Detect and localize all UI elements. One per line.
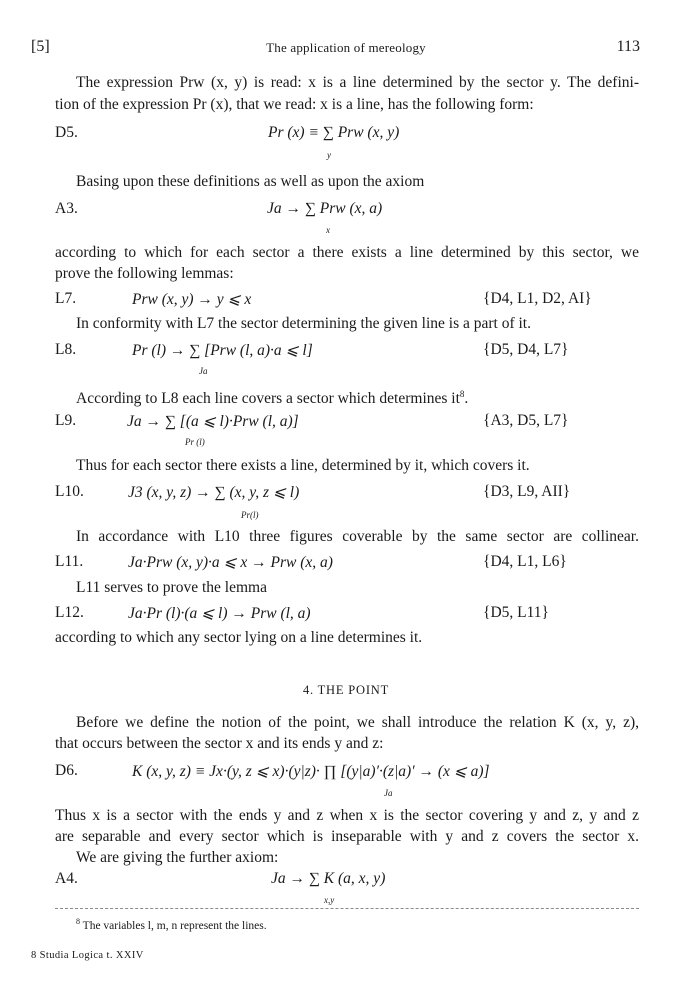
lemma-reference: {D5, D4, L7}: [483, 341, 569, 358]
definition-formula: K (x, y, z) ≡ Jx·(y, z ⩽ x)·(y|z)· ∏ [(y|a)′·(z|a)′ → (x ⩽ a)]: [132, 763, 490, 780]
paragraph-line: Basing upon these definitions as well as upon the axiom: [76, 173, 425, 190]
paragraph-line: In accordance with L10 three figures coverable by the same sector are collinear.: [76, 528, 639, 545]
paragraph-line: Before we define the notion of the point, we shall introduce the relation K (x, y, z),: [76, 714, 639, 731]
footnote-number: 8: [76, 917, 80, 926]
lemma-reference: {A3, D5, L7}: [483, 412, 569, 429]
axiom-formula: Ja → ∑ K (a, x, y): [271, 870, 386, 887]
lemma-reference: {D4, L1, L6}: [483, 553, 567, 570]
paragraph-line: Thus for each sector there exists a line, determined by it, which covers it.: [76, 457, 530, 474]
summation-subscript: Pr(l): [241, 510, 259, 520]
footnote-mark: 8: [459, 389, 465, 399]
lemma-formula: Ja → ∑ [(a ⩽ l)·Prw (l, a)]: [127, 413, 299, 430]
axiom-label: A4.: [55, 870, 78, 887]
paragraph-line: In conformity with L7 the sector determining the given line is a part of it.: [76, 315, 531, 332]
lemma-reference: {D3, L9, AII}: [483, 483, 571, 500]
footnote: [76, 917, 267, 932]
footnote-text: The variables l, m, n represent the lines.: [82, 919, 267, 932]
section-number: [5]: [31, 38, 50, 55]
summation-subscript: x,y: [324, 895, 335, 905]
paragraph-line: are separable and every sector which is inseparable with y and z covers the sector x.: [55, 828, 639, 845]
summation-subscript: Pr (l): [185, 437, 205, 447]
axiom-formula: Ja → ∑ Prw (x, a): [267, 200, 383, 217]
paragraph-line: according to which for each sector a there exists a line determined by this sector, we: [55, 244, 639, 261]
paragraph-line: We are giving the further axiom:: [76, 849, 279, 866]
lemma-formula: Ja·Pr (l)·(a ⩽ l) → Prw (l, a): [128, 605, 311, 622]
running-title: The application of mereology: [266, 40, 426, 55]
paragraph-line: tion of the expression Pr (x), that we read: x is a line, has the following form:: [55, 96, 534, 113]
lemma-label: L10.: [55, 483, 84, 500]
paragraph-line: L11 serves to prove the lemma: [76, 579, 267, 596]
paragraph-line: that occurs between the sector x and its ends y and z:: [55, 735, 384, 752]
paragraph-line: according to which any sector lying on a line determines it.: [55, 629, 423, 646]
paragraph-line: The expression Prw (x, y) is read: x is a line determined by the sector y. The defini-: [76, 74, 639, 91]
summation-subscript: y: [327, 150, 331, 160]
lemma-label: L7.: [55, 290, 77, 307]
summation-subscript: Ja: [199, 366, 208, 376]
lemma-formula: Ja·Prw (x, y)·a ⩽ x → Prw (x, a): [128, 554, 333, 571]
lemma-formula: J3 (x, y, z) → ∑ (x, y, z ⩽ l): [128, 484, 300, 501]
lemma-formula: Prw (x, y) → y ⩽ x: [132, 291, 252, 308]
definition-label: D5.: [55, 124, 78, 141]
definition-label: D6.: [55, 762, 78, 779]
lemma-reference: {D5, L11}: [483, 604, 549, 621]
definition-formula: Pr (x) ≡ ∑ Prw (x, y): [268, 124, 400, 141]
lemma-reference: {D4, L1, D2, AI}: [483, 290, 592, 307]
printer-signature: 8 Studia Logica t. XXIV: [31, 950, 144, 961]
lemma-label: L8.: [55, 341, 77, 358]
lemma-label: L9.: [55, 412, 77, 429]
axiom-label: A3.: [55, 200, 78, 217]
paragraph-line: prove the following lemmas:: [55, 265, 234, 282]
lemma-formula: Pr (l) → ∑ [Prw (l, a)·a ⩽ l]: [132, 342, 313, 359]
paragraph-line: Thus x is a sector with the ends y and z when x is the sector covering y and z, y and z: [55, 807, 639, 824]
paragraph-line: According to L8 each line covers a sector which determines $it^8$.: [76, 389, 469, 408]
lemma-label: L11.: [55, 553, 84, 570]
paragraph-text: According to L8 each line covers a sector which determines it: [76, 390, 460, 408]
section-heading: 4. THE POINT: [302, 683, 390, 697]
summation-subscript: x: [326, 225, 330, 235]
footnote-rule: [55, 908, 639, 909]
lemma-label: L12.: [55, 604, 84, 621]
page-number: 113: [616, 38, 640, 55]
product-subscript: Ja: [384, 788, 393, 798]
